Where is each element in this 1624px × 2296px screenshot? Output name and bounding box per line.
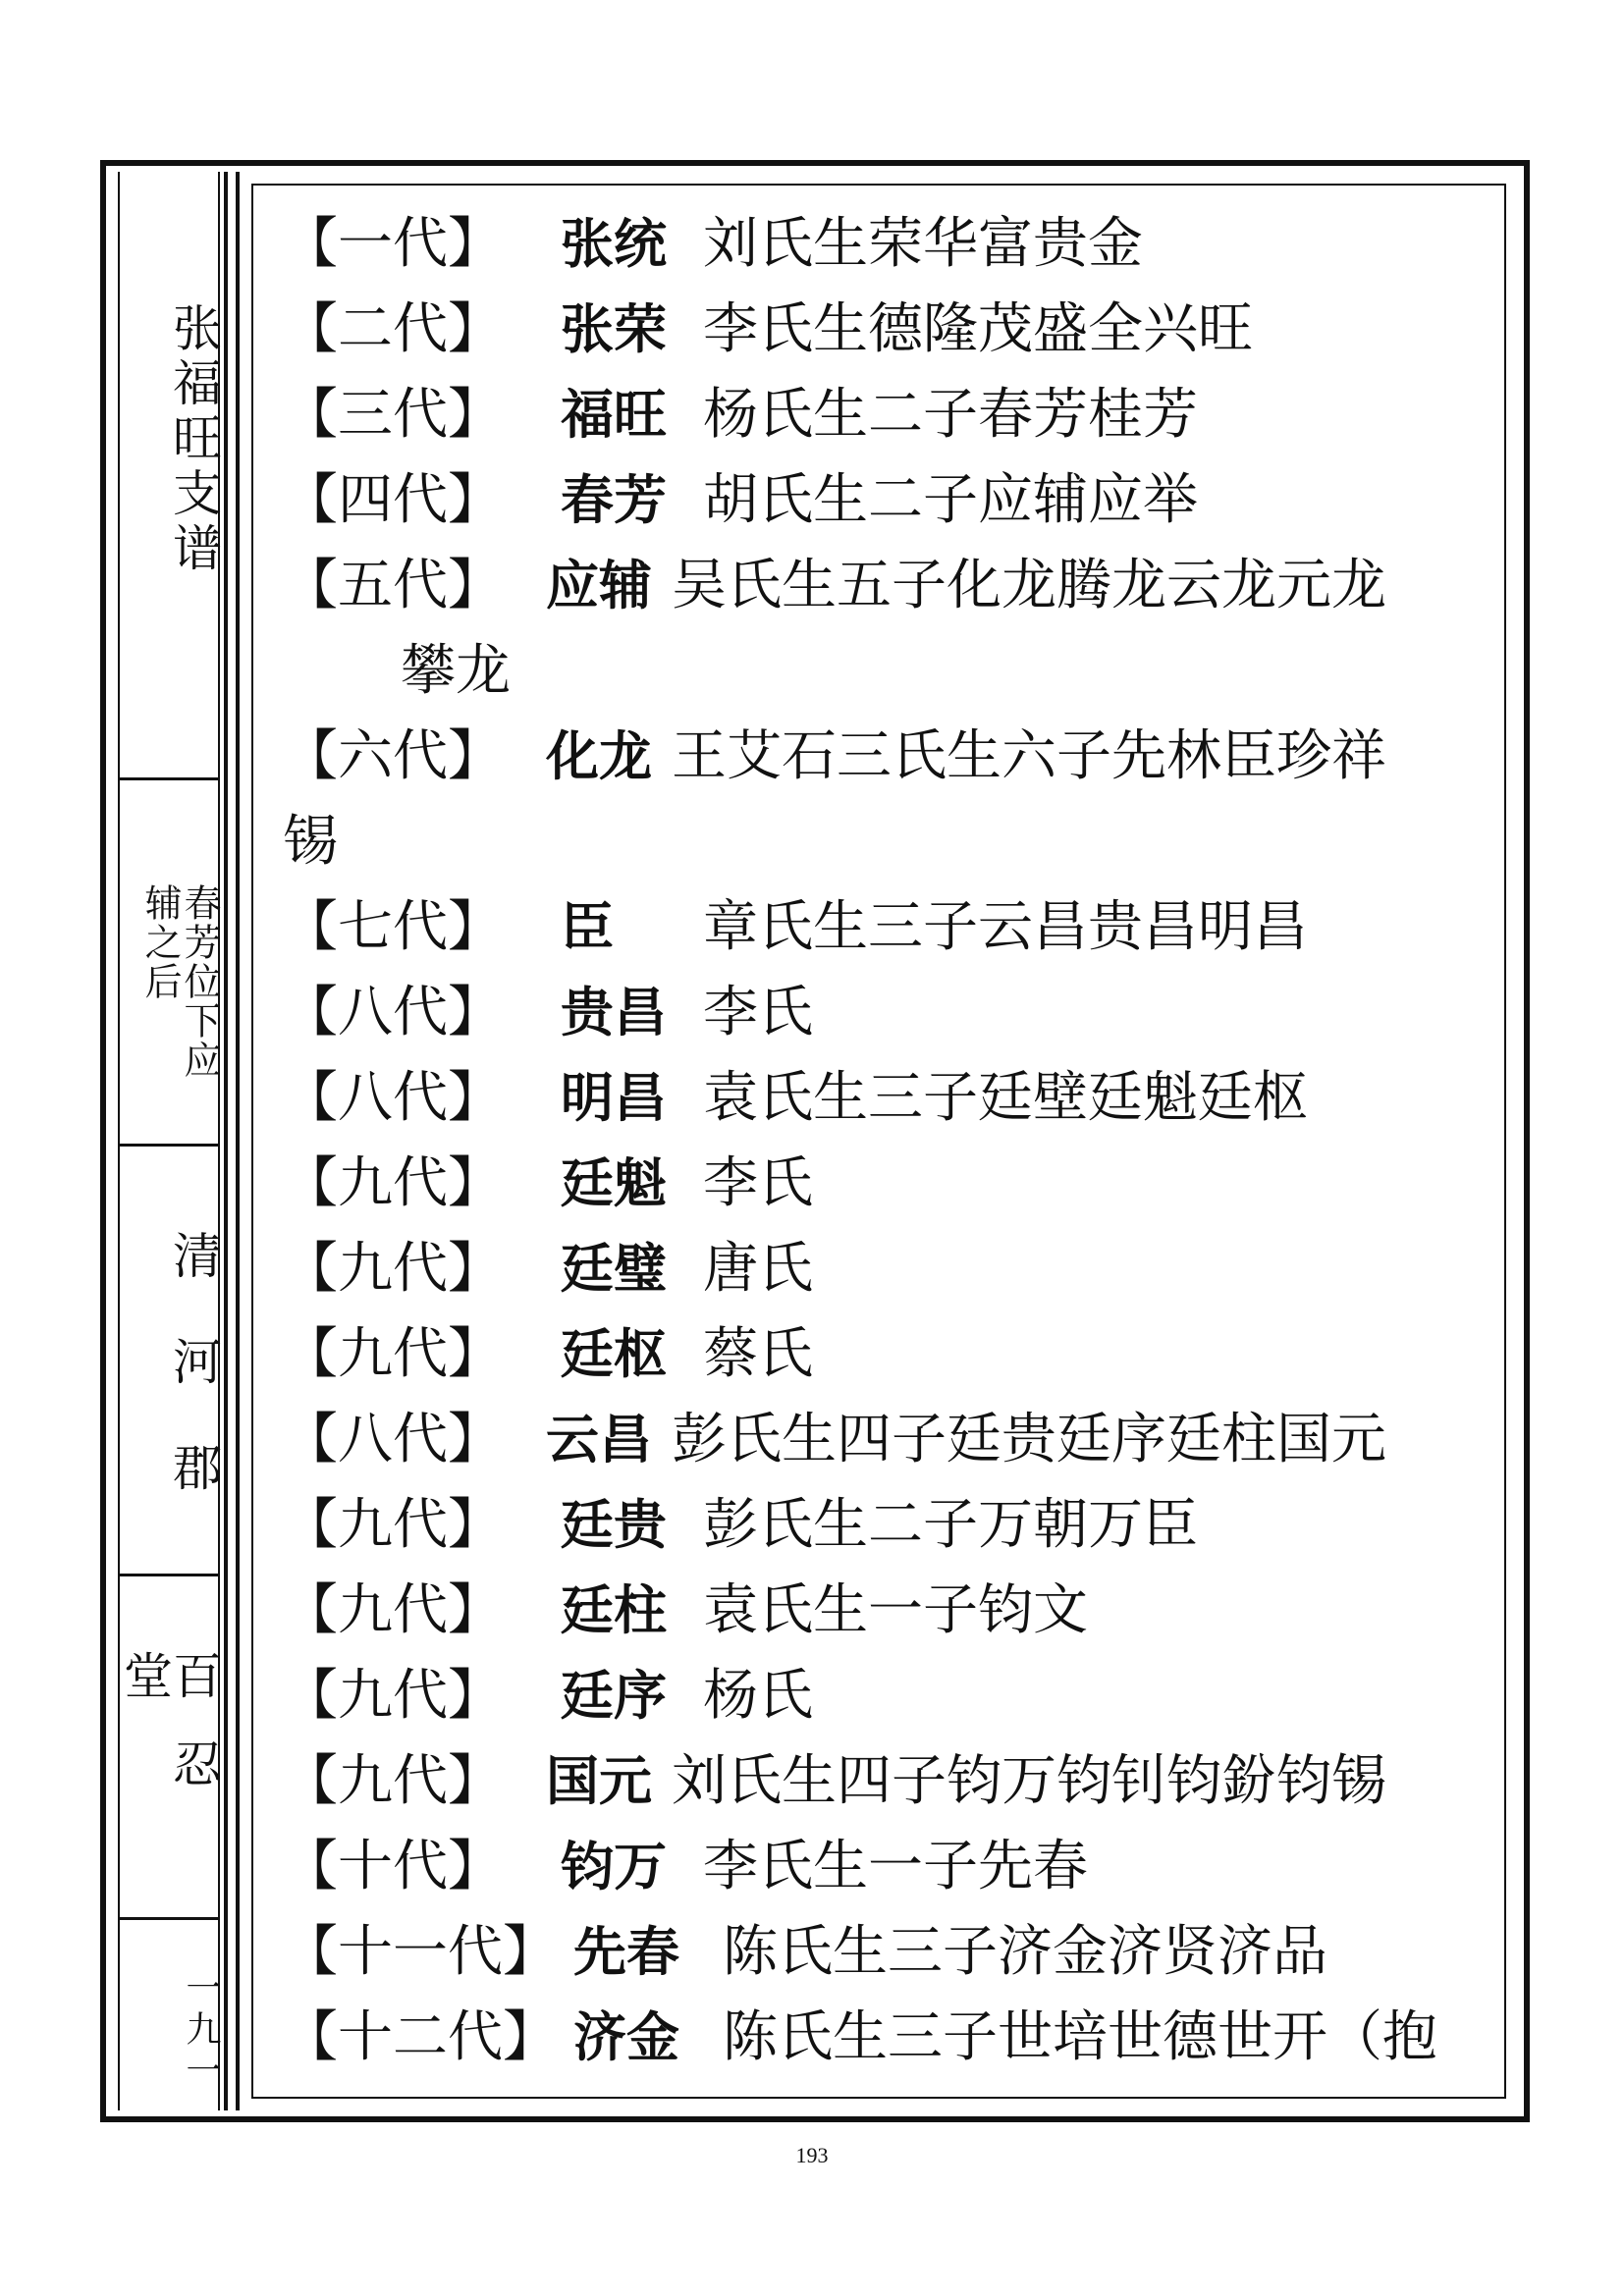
- entry-text: 蔡氏: [703, 1322, 813, 1386]
- generation-label: 【八代】: [283, 1408, 503, 1471]
- sidebar-commandery-section: [120, 1147, 222, 1576]
- entry-row: [283, 1824, 1494, 1909]
- lineage-subtitle: 春芳位下应辅之后: [138, 883, 221, 1080]
- generation-label: 【八代】: [283, 1066, 503, 1130]
- content-area: [236, 172, 1518, 2110]
- entry-text: 杨氏: [703, 1664, 813, 1728]
- generation-label: 【二代】: [283, 297, 503, 361]
- entry-text: 李氏生一子先春: [703, 1835, 1088, 1898]
- person-name: 张统: [561, 213, 667, 275]
- entry-row: [283, 1995, 1494, 2080]
- generation-label: 【一代】: [283, 212, 503, 276]
- person-name: 张荣: [561, 298, 667, 360]
- person-name: 福旺: [561, 384, 667, 446]
- page-frame: [100, 160, 1530, 2122]
- entry-text: 攀龙: [401, 639, 511, 703]
- entry-row: [283, 1482, 1494, 1568]
- entry-row: [283, 1568, 1494, 1653]
- person-name: 廷柱: [561, 1579, 667, 1641]
- entry-text: 袁氏生一子钧文: [703, 1578, 1088, 1642]
- person-name: 廷魁: [561, 1152, 667, 1214]
- generation-label: 【六代】: [283, 724, 503, 788]
- entry-text: 刘氏生四子钧万钧钊钧鈖钧锡: [672, 1749, 1386, 1813]
- entry-text: 陈氏生三子济金济贤济品: [723, 1920, 1327, 1984]
- generation-label: 【九代】: [283, 1322, 503, 1386]
- sidebar-folio-section: [120, 1920, 221, 2110]
- person-name: 廷枢: [561, 1323, 667, 1385]
- folio-number: 一九一: [181, 1969, 221, 2093]
- hall-name: 百忍堂: [116, 1650, 222, 1827]
- person-name: 先春: [573, 1921, 679, 1983]
- entry-row: [283, 884, 1494, 970]
- entry-text: 章氏生三子云昌贵昌明昌: [703, 895, 1308, 959]
- generation-label: 【九代】: [283, 1493, 503, 1557]
- entry-text: 刘氏生荣华富贵金: [703, 212, 1143, 276]
- entry-row: [283, 1311, 1494, 1397]
- generation-label: 【三代】: [283, 383, 503, 447]
- generation-label: 【九代】: [283, 1237, 503, 1301]
- generation-label: 【九代】: [283, 1749, 503, 1813]
- sidebar: [112, 172, 228, 2110]
- entry-text: 彭氏生二子万朝万臣: [703, 1493, 1198, 1557]
- person-name: 钧万: [561, 1836, 667, 1897]
- entry-row: [283, 1141, 1494, 1226]
- entry-row: [283, 1653, 1494, 1738]
- person-name: 廷璧: [561, 1238, 667, 1300]
- entry-text: 陈氏生三子世培世德世开（抱: [723, 2005, 1437, 2069]
- person-name: 明昌: [561, 1067, 667, 1129]
- entry-row: [283, 970, 1494, 1055]
- entry-text: 李氏: [703, 981, 813, 1044]
- entry-row: [283, 1909, 1494, 1995]
- generation-label: 【九代】: [283, 1664, 503, 1728]
- entry-row: [283, 1738, 1494, 1824]
- entry-row: [283, 287, 1494, 372]
- person-name: 春芳: [561, 469, 667, 531]
- person-name: 廷贵: [561, 1494, 667, 1556]
- entry-row: [283, 372, 1494, 457]
- generation-label: 【八代】: [283, 981, 503, 1044]
- entry-row: [283, 1226, 1494, 1311]
- sidebar-subtitle-section: [120, 780, 221, 1147]
- entry-text: 唐氏: [703, 1237, 813, 1301]
- generation-label: 【五代】: [283, 554, 503, 617]
- generation-label: 【四代】: [283, 468, 503, 532]
- person-name: 应辅: [546, 555, 652, 616]
- generation-label: 【十二代】: [283, 2005, 558, 2069]
- entry-row: [283, 1055, 1494, 1141]
- sidebar-title-section: [120, 172, 222, 780]
- sidebar-hall-section: [116, 1576, 222, 1920]
- generation-label: 【十代】: [283, 1835, 503, 1898]
- person-name: 廷序: [561, 1665, 667, 1727]
- person-name: 贵昌: [561, 982, 667, 1043]
- entry-text: 李氏生德隆茂盛全兴旺: [703, 297, 1253, 361]
- entry-text: 胡氏生二子应辅应举: [703, 468, 1198, 532]
- person-name: 云昌: [546, 1409, 652, 1470]
- person-name: 国元: [546, 1750, 652, 1812]
- genealogy-title: 张福旺支谱: [165, 302, 222, 577]
- person-name: 臣: [561, 896, 614, 958]
- entry-text: 锡: [283, 810, 338, 874]
- entry-row: [283, 1397, 1494, 1482]
- entry-row: [283, 457, 1494, 543]
- entry-text: 袁氏生三子廷壁廷魁廷枢: [703, 1066, 1308, 1130]
- page-number: 193: [795, 2143, 829, 2167]
- person-name: 济金: [573, 2006, 679, 2068]
- content-box: [251, 184, 1506, 2099]
- entry-row: [283, 543, 1494, 628]
- commandery-name: 清河郡: [165, 1230, 222, 1548]
- generation-label: 【七代】: [283, 895, 503, 959]
- generation-label: 【九代】: [283, 1578, 503, 1642]
- entry-continuation: [283, 799, 1494, 884]
- entry-continuation: [283, 628, 1494, 714]
- entry-text: 彭氏生四子廷贵廷序廷柱国元: [672, 1408, 1386, 1471]
- generation-label: 【十一代】: [283, 1920, 558, 1984]
- generation-label: 【九代】: [283, 1151, 503, 1215]
- entry-text: 王艾石三氏生六子先林臣珍祥: [672, 724, 1386, 788]
- entry-text: 李氏: [703, 1151, 813, 1215]
- entry-text: 吴氏生五子化龙腾龙云龙元龙: [672, 554, 1386, 617]
- person-name: 化龙: [546, 725, 652, 787]
- entry-row: [283, 714, 1494, 799]
- entry-row: [283, 201, 1494, 287]
- entry-list: [283, 201, 1494, 2080]
- entry-text: 杨氏生二子春芳桂芳: [703, 383, 1198, 447]
